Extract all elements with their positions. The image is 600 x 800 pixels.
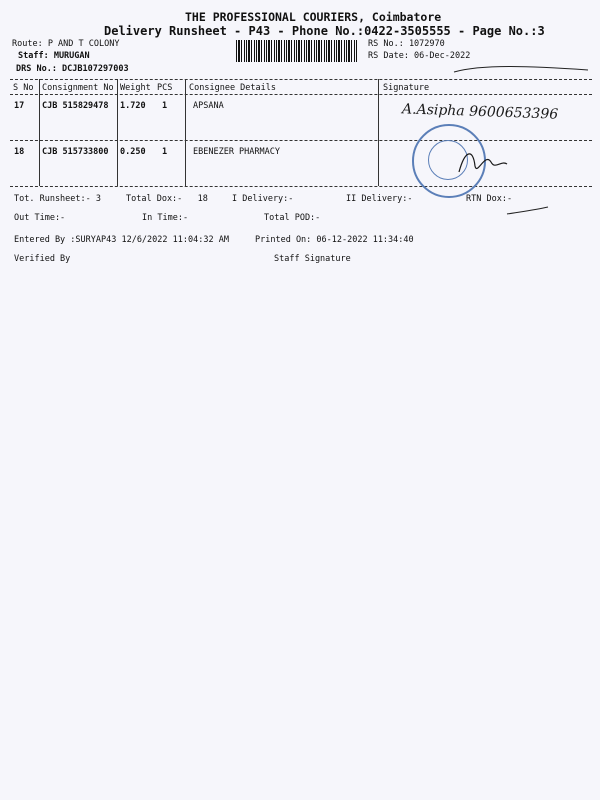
row-consignment: CJB 515829478: [42, 101, 109, 111]
row-sno: 17: [14, 101, 25, 111]
col-consignee: Consignee Details: [189, 83, 276, 93]
in-time: In Time:-: [142, 213, 189, 223]
row-consignment: CJB 515733800: [42, 147, 109, 157]
column-divider: [117, 79, 118, 186]
total-pod: Total POD:-: [264, 213, 321, 223]
handwritten-signature-note: A.Asipha 9600653396: [401, 101, 559, 123]
row-sno: 18: [14, 147, 25, 157]
table-header-rule: [10, 94, 592, 95]
staff-label: Staff: MURUGAN: [18, 51, 90, 61]
table-bottom-rule: [10, 186, 592, 187]
row-consignee: APSANA: [193, 101, 224, 111]
rs-number: RS No.: 1072970: [368, 39, 445, 49]
col-weight: Weight: [120, 83, 151, 93]
column-divider: [378, 79, 379, 186]
rtn-dox: RTN Dox:-: [466, 194, 513, 204]
second-delivery: II Delivery:-: [346, 194, 413, 204]
col-consignment: Consignment No: [42, 83, 114, 93]
row-pcs: 1: [162, 101, 168, 111]
column-divider: [185, 79, 186, 186]
col-signature: Signature: [383, 83, 430, 93]
printed-on: Printed On: 06-12-2022 11:34:40: [255, 235, 414, 245]
total-dox: Total Dox:- 18: [126, 194, 208, 204]
rs-date: RS Date: 06-Dec-2022: [368, 51, 471, 61]
row-weight: 0.250: [120, 147, 146, 157]
column-divider: [39, 79, 40, 186]
row-weight: 1.720: [120, 101, 146, 111]
row-consignee: EBENEZER PHARMACY: [193, 147, 280, 157]
handwritten-stroke: [452, 60, 592, 80]
barcode-image: [236, 40, 358, 62]
route-label: Route: P AND T COLONY: [12, 39, 120, 49]
staff-signature: Staff Signature: [274, 254, 351, 264]
verified-by: Verified By: [14, 254, 71, 264]
company-title: THE PROFESSIONAL COURIERS, Coimbatore: [185, 10, 442, 24]
total-runsheet: Tot. Runsheet:- 3: [14, 194, 101, 204]
out-time: Out Time:-: [14, 213, 66, 223]
signature-scribble: [455, 142, 510, 182]
col-pcs: PCS: [157, 83, 173, 93]
table-row-rule: [10, 140, 592, 141]
drs-number: DRS No.: DCJB107297003: [16, 64, 129, 74]
col-sno: S No: [13, 83, 34, 93]
row-pcs: 1: [162, 147, 168, 157]
first-delivery: I Delivery:-: [232, 194, 294, 204]
entered-by: Entered By :SURYAP43 12/6/2022 11:04:32 AM: [14, 235, 229, 245]
runsheet-title: Delivery Runsheet - P43 - Phone No.:0422-3505555 - Page No.:3: [104, 24, 545, 38]
table-top-rule: [10, 79, 592, 80]
handwritten-dash: [505, 204, 550, 218]
